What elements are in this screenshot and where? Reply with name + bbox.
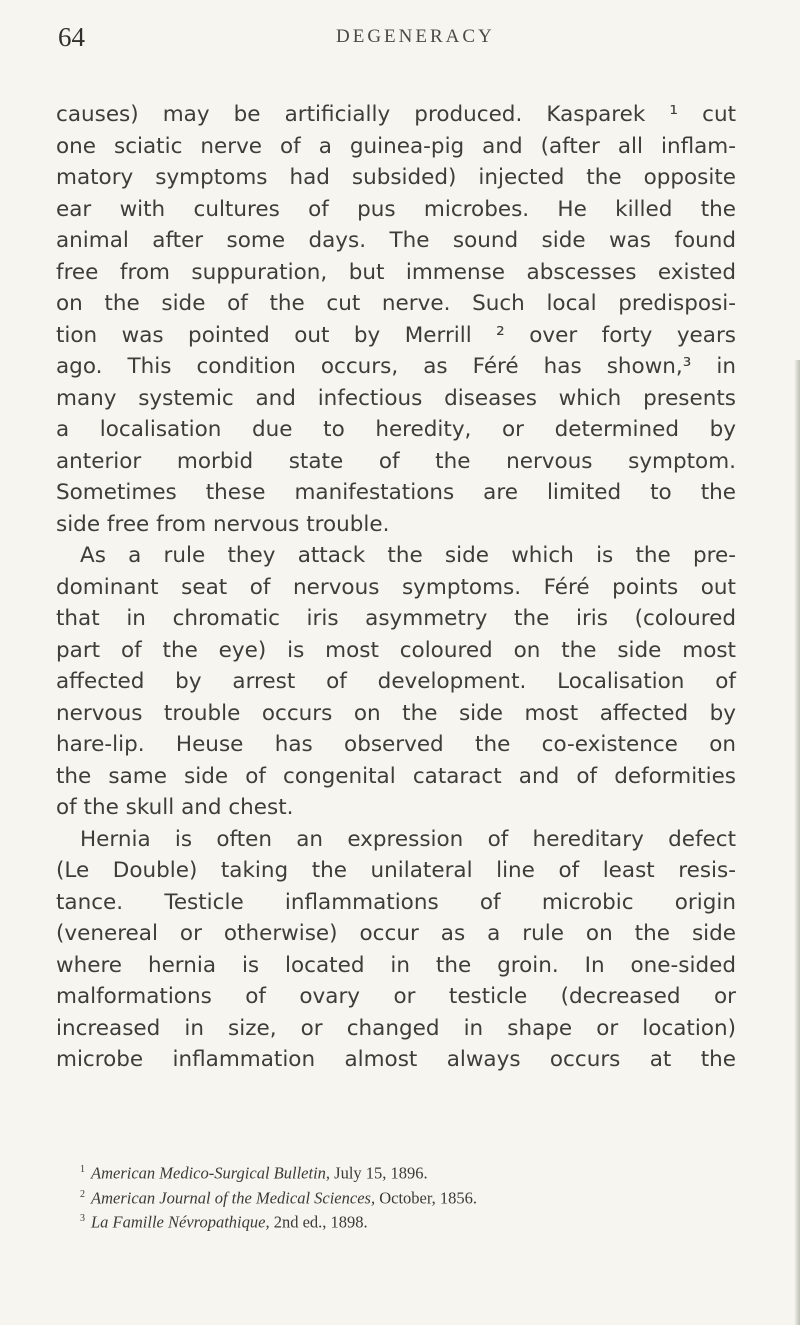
footnote — [80, 1184, 740, 1209]
text-line: Hernia is often an expression of hereditary defect — [80, 826, 736, 852]
text-line: tion was pointed out by Merrill ² over forty years — [56, 322, 736, 348]
text-line: anterior morbid state of the nervous symptom. — [56, 448, 736, 474]
footnote — [80, 1159, 740, 1184]
text-line: one sciatic nerve of a guinea-pig and (after all inflam- — [56, 133, 736, 159]
text-line: a localisation due to heredity, or determined by — [56, 417, 736, 442]
running-head: DEGENERACY — [336, 26, 495, 47]
page-edge-shadow — [794, 360, 800, 1325]
text-line: causes) may be artificially produced. Kasparek ¹ cut — [56, 102, 736, 127]
footnote-mark: 3 — [80, 1213, 85, 1224]
text-line: Sometimes these manifestations are limited to the — [56, 480, 736, 505]
text-line: on the side of the cut nerve. Such local predisposi- — [56, 291, 736, 316]
text-line: microbe inflammation almost always occurs at the — [56, 1047, 736, 1072]
text-line: ear with cultures of pus microbes. He killed the — [56, 196, 736, 222]
text-line: that in chromatic iris asymmetry the iris (coloured — [56, 606, 736, 631]
text-line: increased in size, or changed in shape or location) — [56, 1015, 736, 1041]
text-line: (Le Double) taking the unilateral line of least resis- — [56, 858, 736, 883]
text-line: nervous trouble occurs on the side most affected by — [56, 700, 736, 726]
body-text — [56, 99, 736, 1076]
text-line: the same side of congenital cataract and of deformities — [56, 763, 736, 789]
footnote-title: American Journal of the Medical Sciences, — [91, 1188, 376, 1207]
text-line: of the skull and chest. — [56, 795, 294, 820]
text-line: affected by arrest of development. Localisation of — [56, 669, 736, 694]
text-line: hare-lip. Heuse has observed the co-existence on — [56, 732, 736, 757]
footnotes — [80, 1159, 740, 1233]
footnote-detail: July 15, 1896. — [330, 1163, 428, 1183]
page-header — [0, 22, 800, 62]
footnote-mark: 2 — [80, 1188, 85, 1200]
text-line: ago. This condition occurs, as Féré has shown,³ in — [56, 354, 736, 379]
text-line: malformations of ovary or testicle (decreased or — [56, 984, 736, 1009]
text-line: animal after some days. The sound side was found — [56, 228, 736, 253]
text-line: part of the eye) is most coloured on the side most — [56, 637, 736, 663]
footnote — [80, 1208, 740, 1233]
footnote-title: La Famille Névropathique, — [91, 1212, 270, 1232]
footnote-detail: 2nd ed., 1898. — [269, 1212, 368, 1232]
text-line: side free from nervous trouble. — [56, 511, 390, 537]
text-line: As a rule they attack the side which is the pre- — [80, 543, 736, 568]
text-line: tance. Testicle inflammations of microbic origin — [56, 889, 736, 915]
text-line: many systemic and infectious diseases which presents — [56, 385, 736, 411]
footnote-title: American Medico-Surgical Bulletin, — [91, 1163, 331, 1183]
page-number: 64 — [58, 22, 85, 52]
footnote-mark: 1 — [80, 1164, 85, 1175]
text-line: where hernia is located in the groin. In one-sided — [56, 952, 736, 978]
footnote-detail: October, 1856. — [375, 1188, 478, 1207]
text-line: (venereal or otherwise) occur as a rule on the side — [56, 921, 736, 946]
text-line: free from suppuration, but immense abscesses existed — [56, 259, 736, 285]
text-line: matory symptoms had subsided) injected the opposite — [56, 165, 736, 190]
text-line: dominant seat of nervous symptoms. Féré points out — [56, 574, 736, 600]
